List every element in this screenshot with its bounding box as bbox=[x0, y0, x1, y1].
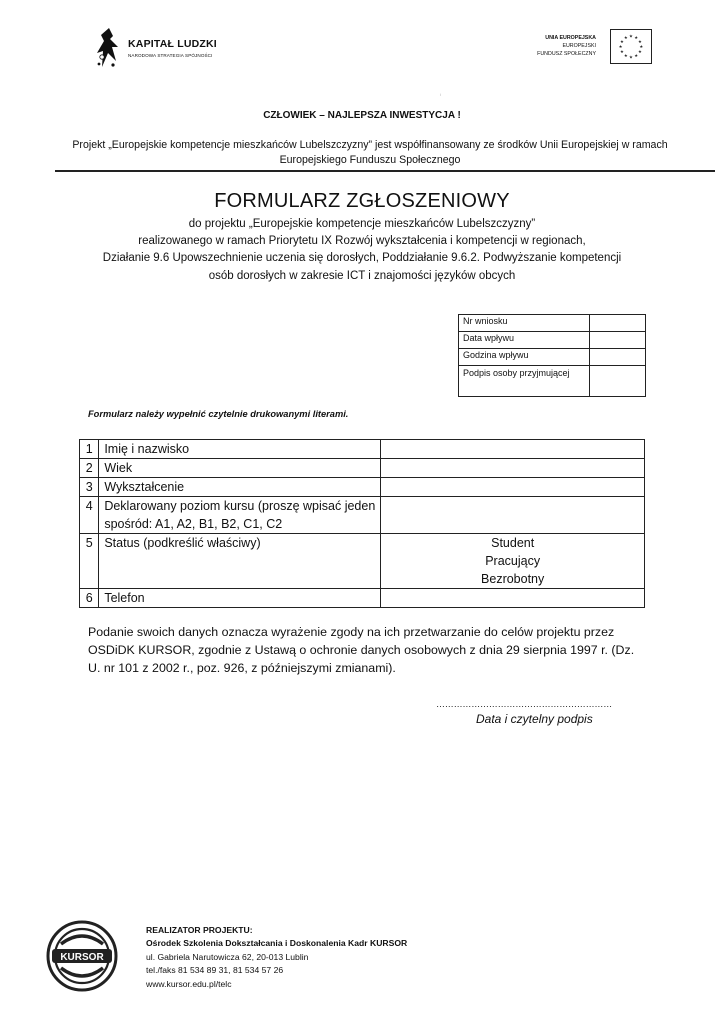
row-number: 1 bbox=[80, 440, 99, 459]
kapital-ludzki-logo bbox=[96, 27, 236, 71]
eu-line-2: EUROPEJSKI bbox=[562, 43, 596, 49]
table-row bbox=[80, 478, 645, 497]
signature-caption: Data i czytelny podpis bbox=[476, 712, 593, 726]
table-row bbox=[80, 459, 645, 478]
status-option-student[interactable]: Student bbox=[491, 536, 535, 550]
eu-star-icon: ★ bbox=[623, 36, 628, 42]
eu-star-icon: ★ bbox=[638, 39, 642, 45]
eu-star-icon: ★ bbox=[620, 39, 624, 45]
row-number: 2 bbox=[80, 459, 99, 478]
office-row bbox=[459, 332, 646, 349]
status-option-employed[interactable]: Pracujący bbox=[485, 554, 541, 568]
eu-line-1: UNIA EUROPEJSKA bbox=[545, 35, 596, 41]
form-subtitle-line: realizowanego w ramach Priorytetu IX Rozwój wykształcenia i kompetencji w regionach, bbox=[138, 235, 586, 248]
kapital-ludzki-figure-icon bbox=[96, 27, 122, 71]
table-row bbox=[80, 440, 645, 459]
office-row bbox=[459, 315, 646, 332]
header-divider bbox=[55, 170, 715, 172]
office-value-data-wplywu[interactable] bbox=[590, 332, 646, 349]
row-label-education: Wykształcenie bbox=[99, 478, 381, 497]
eu-star-icon: ★ bbox=[618, 45, 623, 51]
status-options bbox=[381, 534, 645, 589]
table-row bbox=[80, 497, 645, 534]
row-number: 3 bbox=[80, 478, 99, 497]
eu-fund-text bbox=[537, 34, 596, 58]
eu-star-icon: ★ bbox=[634, 36, 639, 42]
kursor-logo bbox=[46, 920, 118, 992]
kursor-logo-text: KURSOR bbox=[60, 952, 104, 963]
office-value-podpis[interactable] bbox=[590, 366, 646, 397]
form-subtitle-line: Działanie 9.6 Upowszechnienie uczenia się dorosłych, Poddziałanie 9.6.2. Podwyższanie kompetencji bbox=[102, 252, 622, 265]
footer-org: Ośrodek Szkolenia Dokształcania i Doskonalenia Kadr KURSOR bbox=[146, 938, 408, 949]
eu-star-icon: ★ bbox=[638, 50, 642, 56]
row-label-age: Wiek bbox=[99, 459, 381, 478]
footer-address: ul. Gabriela Narutowicza 62, 20-013 Lublin bbox=[146, 951, 309, 962]
eu-flag-icon bbox=[610, 29, 652, 64]
footer-info bbox=[146, 924, 407, 991]
office-label-data-wplywu: Data wpływu bbox=[459, 332, 590, 349]
footer-web[interactable]: www.kursor.edu.pl/telc bbox=[146, 978, 232, 989]
form-instruction: Formularz należy wypełnić czytelnie drukowanymi literami. bbox=[88, 409, 349, 419]
form-subtitle-line: osób dorosłych w zakresie ICT i znajomości języków obcych bbox=[208, 269, 516, 282]
office-row bbox=[459, 349, 646, 366]
form-subtitle-line: do projektu „Europejskie kompetencje mieszkańców Lubelszczyzny” bbox=[188, 218, 536, 230]
consent-text: Podanie swoich danych oznacza wyrażenie zgody na ich przetwarzanie do celów projektu przez OSDiDK KURSOR, zgodnie z Ustawą o ochronie danych osobowych z dnia 29 sierpnia 1997 r. (Dz. U. nr 101 z 2002 r., poz. 926, z późniejszymi zmianami). bbox=[88, 625, 635, 675]
form-subtitle bbox=[60, 216, 664, 285]
office-label-podpis: Podpis osoby przyjmującej bbox=[459, 366, 590, 397]
eu-star-icon: ★ bbox=[634, 53, 639, 59]
application-table bbox=[79, 439, 645, 608]
project-funding-line: Projekt „Europejskie kompetencje mieszkańców Lubelszczyzny” jest współfinansowany ze środków Unii Europejskiej w ramach Europejskiego Funduszu Społecznego bbox=[72, 139, 668, 166]
eu-star-icon: ★ bbox=[623, 53, 628, 59]
slogan: CZŁOWIEK – NAJLEPSZA INWESTYCJA ! bbox=[263, 110, 461, 121]
name-field[interactable] bbox=[381, 440, 645, 459]
footer-phone: tel./faks 81 534 89 31, 81 534 57 26 bbox=[146, 965, 284, 976]
office-row bbox=[459, 366, 646, 397]
office-label-nr-wniosku: Nr wniosku bbox=[459, 315, 590, 332]
row-number: 4 bbox=[80, 497, 99, 534]
office-use-table bbox=[458, 314, 646, 397]
age-field[interactable] bbox=[381, 459, 645, 478]
tiny-mark: i bbox=[440, 92, 441, 97]
eu-line-3: FUNDUSZ SPOŁECZNY bbox=[537, 51, 596, 57]
office-label-godzina-wplywu: Godzina wpływu bbox=[459, 349, 590, 366]
status-option-unemployed[interactable]: Bezrobotny bbox=[481, 572, 545, 586]
footer-heading: REALIZATOR PROJEKTU: bbox=[146, 925, 253, 935]
eu-star-icon: ★ bbox=[620, 50, 624, 56]
office-value-godzina-wplywu[interactable] bbox=[590, 349, 646, 366]
kapital-ludzki-subtitle: NARODOWA STRATEGIA SPÓJNOŚCI bbox=[128, 53, 213, 58]
row-label-phone: Telefon bbox=[99, 589, 381, 608]
course-level-field[interactable] bbox=[381, 497, 645, 534]
form-title: FORMULARZ ZGŁOSZENIOWY bbox=[214, 190, 510, 212]
eu-star-icon: ★ bbox=[639, 45, 644, 51]
table-row bbox=[80, 589, 645, 608]
row-label-name: Imię i nazwisko bbox=[99, 440, 381, 459]
kapital-ludzki-title: KAPITAŁ LUDZKI bbox=[128, 38, 217, 50]
education-field[interactable] bbox=[381, 478, 645, 497]
eu-fund-logo bbox=[520, 29, 652, 65]
row-label-course-level: Deklarowany poziom kursu (proszę wpisać jeden spośród: A1, A2, B1, B2, C1, C2 bbox=[99, 497, 381, 534]
office-value-nr-wniosku[interactable] bbox=[590, 315, 646, 332]
row-number: 5 bbox=[80, 534, 99, 589]
phone-field[interactable] bbox=[381, 589, 645, 608]
eu-star-icon: ★ bbox=[629, 55, 633, 61]
row-label-status: Status (podkreślić właściwy) bbox=[99, 534, 381, 589]
signature-line: …………………………………………………… bbox=[436, 699, 613, 709]
eu-star-icon: ★ bbox=[629, 34, 633, 40]
row-number: 6 bbox=[80, 589, 99, 608]
table-row bbox=[80, 534, 645, 589]
